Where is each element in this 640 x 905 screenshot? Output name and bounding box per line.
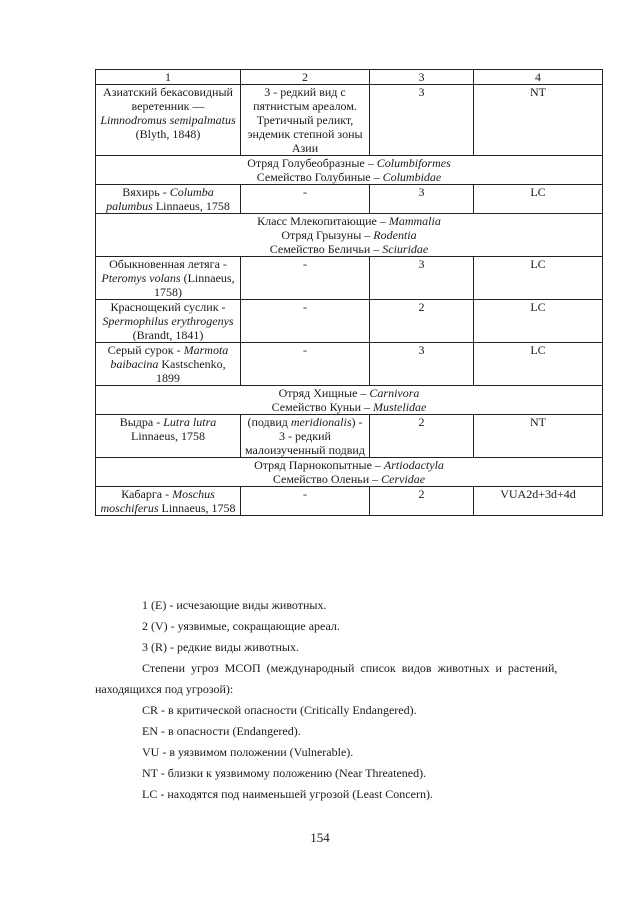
iucn-cell: VUA2d+3d+4d [474, 487, 603, 516]
taxon-group-row [96, 156, 603, 185]
table-row [96, 300, 603, 343]
iucn-cell: NT [474, 415, 603, 458]
legend-notes [95, 595, 602, 805]
status-cell: (подвид meridionalis) - 3 - редкий малоизученный подвид [241, 415, 370, 458]
header-col-4: 4 [474, 70, 603, 85]
taxon-group-cell: Отряд Парнокопытные – Artiodactyla Семейство Оленьи – Cervidae [96, 458, 603, 487]
table-row [96, 487, 603, 516]
note-category-2: 2 (V) - уязвимые, сокращающие ареал. [142, 619, 340, 633]
table-row [96, 343, 603, 386]
iucn-cell: LC [474, 257, 603, 300]
species-name-cell: Краснощекий суслик - Spermophilus erythrogenys (Brandt, 1841) [96, 300, 241, 343]
header-col-1: 1 [96, 70, 241, 85]
taxon-group-row [96, 214, 603, 257]
note-nt: NT - близки к уязвимому положению (Near Threatened). [142, 766, 427, 780]
species-name-cell: Вяхирь - Columba palumbus Linnaeus, 1758 [96, 185, 241, 214]
note-en: EN - в опасности (Endangered). [142, 724, 301, 738]
header-col-3: 3 [370, 70, 474, 85]
taxon-group-row [96, 458, 603, 487]
table-row [96, 185, 603, 214]
iucn-cell: LC [474, 343, 603, 386]
status-cell: - [241, 257, 370, 300]
iucn-intro: Степени угроз МСОП (международный список видов животных и растений, [142, 661, 558, 675]
species-name-cell: Азиатский бекасовидный веретенник — Limnodromus semipalmatus (Blyth, 1848) [96, 85, 241, 156]
category-cell: 3 [370, 85, 474, 156]
species-name-cell: Серый сурок - Marmota baibacina Kastschenko, 1899 [96, 343, 241, 386]
table-row [96, 257, 603, 300]
species-name-cell: Кабарга - Moschus moschiferus Linnaeus, 1758 [96, 487, 241, 516]
taxon-group-cell: Отряд Хищные – Carnivora Семейство Куньи – Mustelidae [96, 386, 603, 415]
status-cell: - [241, 185, 370, 214]
taxon-group-row [96, 386, 603, 415]
table-row [96, 415, 603, 458]
table-header-row [96, 70, 603, 85]
category-cell: 3 [370, 343, 474, 386]
note-category-3: 3 (R) - редкие виды животных. [142, 640, 299, 654]
note-lc: LC - находятся под наименьшей угрозой (Least Concern). [142, 787, 433, 801]
category-cell: 3 [370, 257, 474, 300]
note-vu: VU - в уязвимом положении (Vulnerable). [142, 745, 354, 759]
status-cell: 3 - редкий вид с пятнистым ареалом. Третичный реликт, эндемик степной зоны Азии [241, 85, 370, 156]
note-cr: CR - в критической опасности (Critically Endangered). [142, 703, 417, 717]
category-cell: 2 [370, 487, 474, 516]
status-cell: - [241, 487, 370, 516]
category-cell: 3 [370, 185, 474, 214]
category-cell: 2 [370, 300, 474, 343]
iucn-cell: NT [474, 85, 603, 156]
iucn-cell: LC [474, 300, 603, 343]
table-row [96, 85, 603, 156]
species-name-cell: Обыкновенная летяга - Pteromys volans (Linnaeus, 1758) [96, 257, 241, 300]
species-table [95, 69, 603, 516]
iucn-intro-cont: находящихся под угрозой): [95, 682, 234, 696]
species-name-cell: Выдра - Lutra lutra Linnaeus, 1758 [96, 415, 241, 458]
status-cell: - [241, 343, 370, 386]
taxon-group-cell: Класс Млекопитающие – Mammalia Отряд Грызуны – Rodentia Семейство Беличьи – Sciuridae [96, 214, 603, 257]
header-col-2: 2 [241, 70, 370, 85]
category-cell: 2 [370, 415, 474, 458]
page-number: 154 [310, 830, 330, 845]
taxon-group-cell: Отряд Голубеобразные – Columbiformes Семейство Голубиные – Columbidae [96, 156, 603, 185]
note-category-1: 1 (E) - исчезающие виды животных. [142, 598, 327, 612]
status-cell: - [241, 300, 370, 343]
iucn-cell: LC [474, 185, 603, 214]
